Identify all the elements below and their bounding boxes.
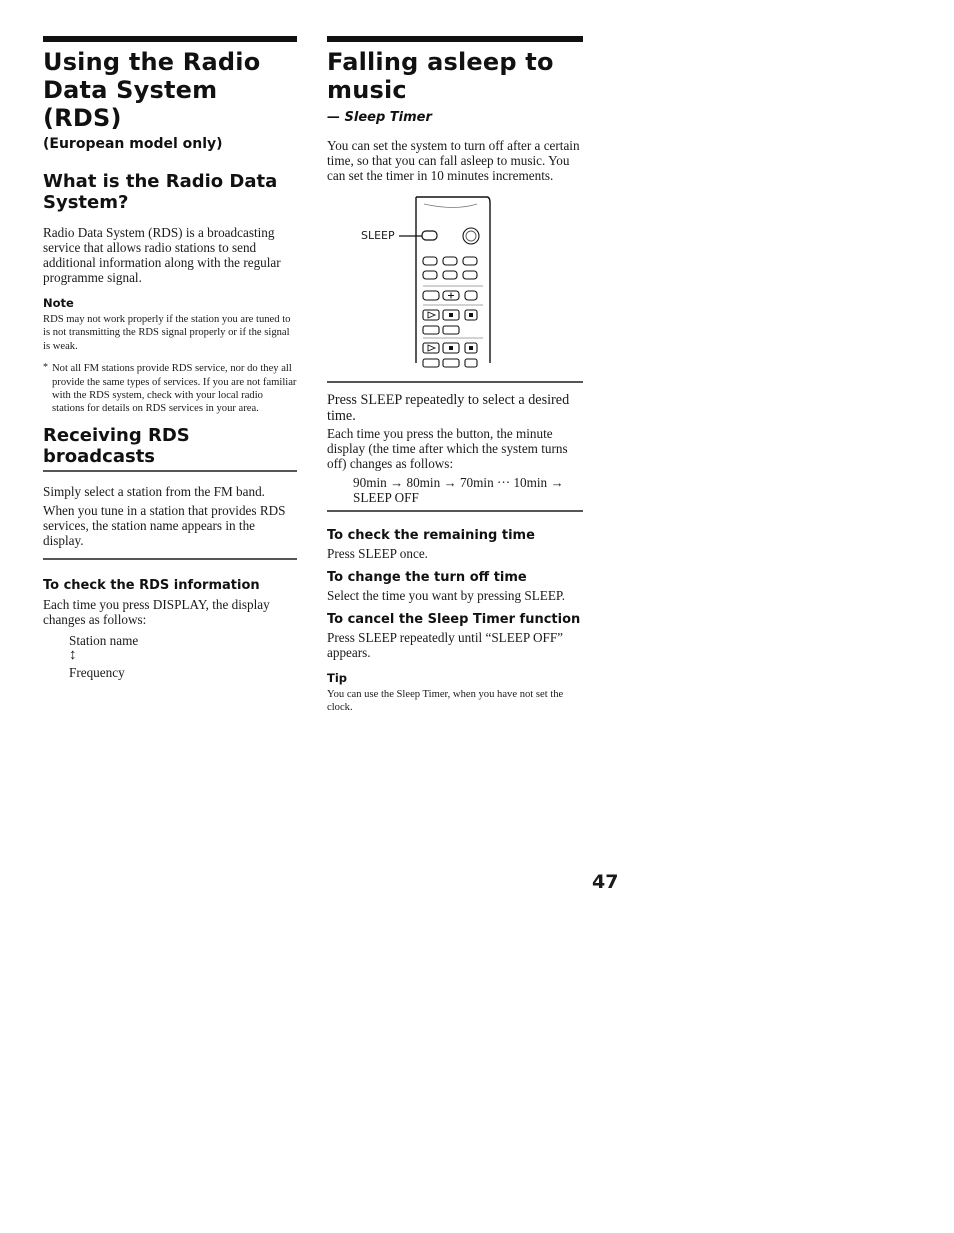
page-title-sleep: Falling asleep to music — [327, 48, 554, 104]
heading-rule — [43, 470, 297, 472]
remote-sleep-label: SLEEP — [361, 229, 395, 242]
sleep-step-detail: Each time you press the button, the minute display (the time after which the system turns off) changes as follows: — [327, 426, 568, 471]
cycle-station-name: Station name — [69, 632, 139, 648]
remote-illustration — [327, 195, 583, 385]
left-column — [43, 36, 297, 680]
page-title-rds: Using the Radio Data System (RDS) — [43, 48, 261, 132]
note-text: RDS may not work properly if the station you are tuned to is not transmitting the RDS signal properly or if the signal is weak. — [43, 314, 291, 352]
check-rds-body: Each time you press DISPLAY, the display changes as follows: — [43, 596, 270, 627]
sleep-step: Press SLEEP repeatedly to select a desired time. — [327, 392, 570, 424]
footnote-text: Not all FM stations provide RDS service, nor do they all provide the same types of services. If you are not familiar with the RDS system, check with your local radio stations for details on RDS services in your area. — [52, 363, 297, 415]
heading-check-remaining: To check the remaining time — [327, 528, 535, 543]
check-remaining-body: Press SLEEP once. — [327, 546, 428, 561]
cancel-sleep-body: Press SLEEP repeatedly until “SLEEP OFF” appears. — [327, 630, 564, 660]
page-number: 47 — [592, 871, 619, 893]
footnote — [43, 362, 297, 416]
sleep-sequence — [353, 475, 583, 505]
sequence-rule — [327, 510, 583, 512]
tip-heading: Tip — [327, 671, 348, 685]
heading-check-rds-info: To check the RDS information — [43, 577, 260, 593]
receiving-para1: Simply select a station from the FM band. — [43, 483, 265, 499]
heading-receiving-rds: Receiving RDS broadcasts — [43, 424, 190, 467]
heading-change-turn-off: To change the turn off time — [327, 570, 527, 585]
note-heading: Note — [43, 296, 74, 310]
european-model-subtitle: (European model only) — [43, 136, 223, 152]
cycle-arrow-icon: ↕ — [69, 646, 77, 663]
sleep-intro: You can set the system to turn off after a certain time, so that you can fall asleep to music. You can set the timer in 10 minutes increments. — [327, 138, 580, 183]
sequence-line2: SLEEP OFF — [353, 490, 419, 505]
title-bar — [43, 36, 297, 42]
display-cycle — [69, 633, 297, 680]
sleep-timer-subtitle: — Sleep Timer — [327, 110, 432, 125]
heading-cancel-sleep: To cancel the Sleep Timer function — [327, 612, 581, 627]
change-turn-off-body: Select the time you want by pressing SLEEP. — [327, 588, 566, 603]
title-bar — [327, 36, 583, 42]
receiving-para2: When you tune in a station that provides RDS services, the station name appears in the display. — [43, 502, 286, 548]
rds-description: Radio Data System (RDS) is a broadcasting service that allows radio stations to send additional information along with the regular programme signal. — [43, 225, 281, 285]
tip-text: You can use the Sleep Timer, when you have not set the clock. — [327, 689, 564, 714]
cycle-frequency: Frequency — [69, 664, 125, 680]
sequence-line1: 90min → 80min → 70min ··· 10min → — [353, 475, 564, 490]
remote-control-icon — [327, 195, 583, 385]
footnote-mark: * — [43, 362, 48, 374]
heading-what-is-rds: What is the Radio Data System? — [43, 171, 278, 213]
section-rule — [43, 558, 297, 560]
right-column — [327, 36, 583, 715]
